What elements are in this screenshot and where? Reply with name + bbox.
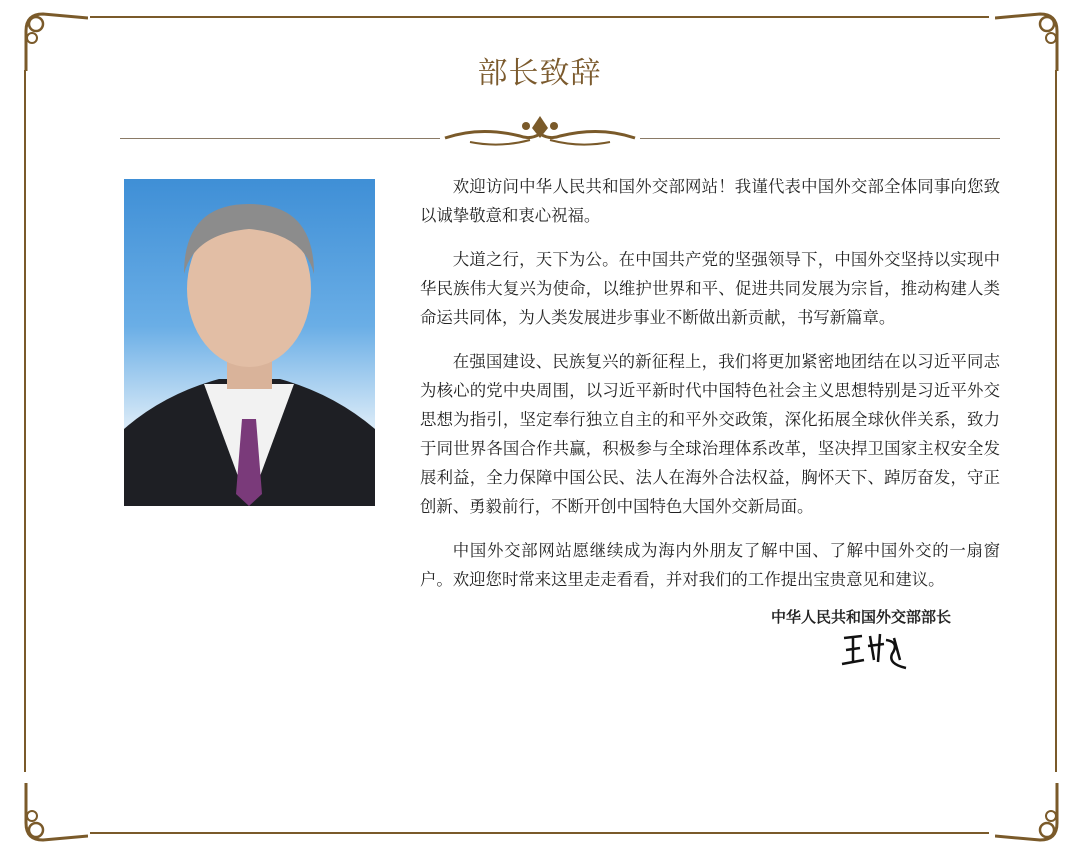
- title-divider-right: [640, 138, 1000, 139]
- paragraph: 大道之行，天下为公。在中国共产党的坚强领导下，中国外交坚持以实现中华民族伟大复兴为使命，以维护世界和平、促进共同发展为宗旨，推动构建人类命运共同体，为人类发展进步事业不断做出新贡献，书写新篇章。: [420, 250, 1000, 327]
- page-title: 部长致辞: [477, 56, 602, 91]
- frame-top-border: [90, 16, 989, 18]
- signature-title: 中华人民共和国外交部部长: [771, 608, 952, 626]
- paragraph: 在强国建设、民族复兴的新征程上，我们将更加紧密地团结在以习近平同志为核心的党中央周围，以习近平新时代中国特色社会主义思想特别是习近平外交思想为指引，坚定奉行独立自主的和平外交政策，深化拓展全球伙伴关系，致力于同世界各国合作共赢，积极参与全球治理体系改革，坚决捍卫国家主权安全发展利益，全力保障中国公民、法人在海外合法权益，胸怀天下、踔厉奋发，守正创新、勇毅前行，不断开创中国特色大国外交新局面。: [420, 352, 1000, 516]
- greeting-body: [420, 172, 1000, 609]
- paragraph: 欢迎访问中华人民共和国外交部网站！我谨代表中国外交部全体同事向您致以诚挚敬意和衷心祝福。: [420, 177, 1000, 225]
- corner-ornament-icon: [18, 778, 88, 848]
- title-divider-left: [120, 138, 440, 139]
- frame-left-border: [24, 70, 26, 772]
- title-ornament-icon: [440, 112, 640, 152]
- paragraph: 中国外交部网站愿继续成为海内外朋友了解中国、了解中国外交的一扇窗户。欢迎您时常来这里走走看看，并对我们的工作提出宝贵意见和建议。: [420, 541, 1000, 589]
- frame-right-border: [1055, 70, 1057, 772]
- minister-portrait: [124, 179, 375, 506]
- handwritten-signature: [840, 630, 910, 670]
- frame-bottom-border: [90, 832, 989, 834]
- corner-ornament-icon: [995, 778, 1065, 848]
